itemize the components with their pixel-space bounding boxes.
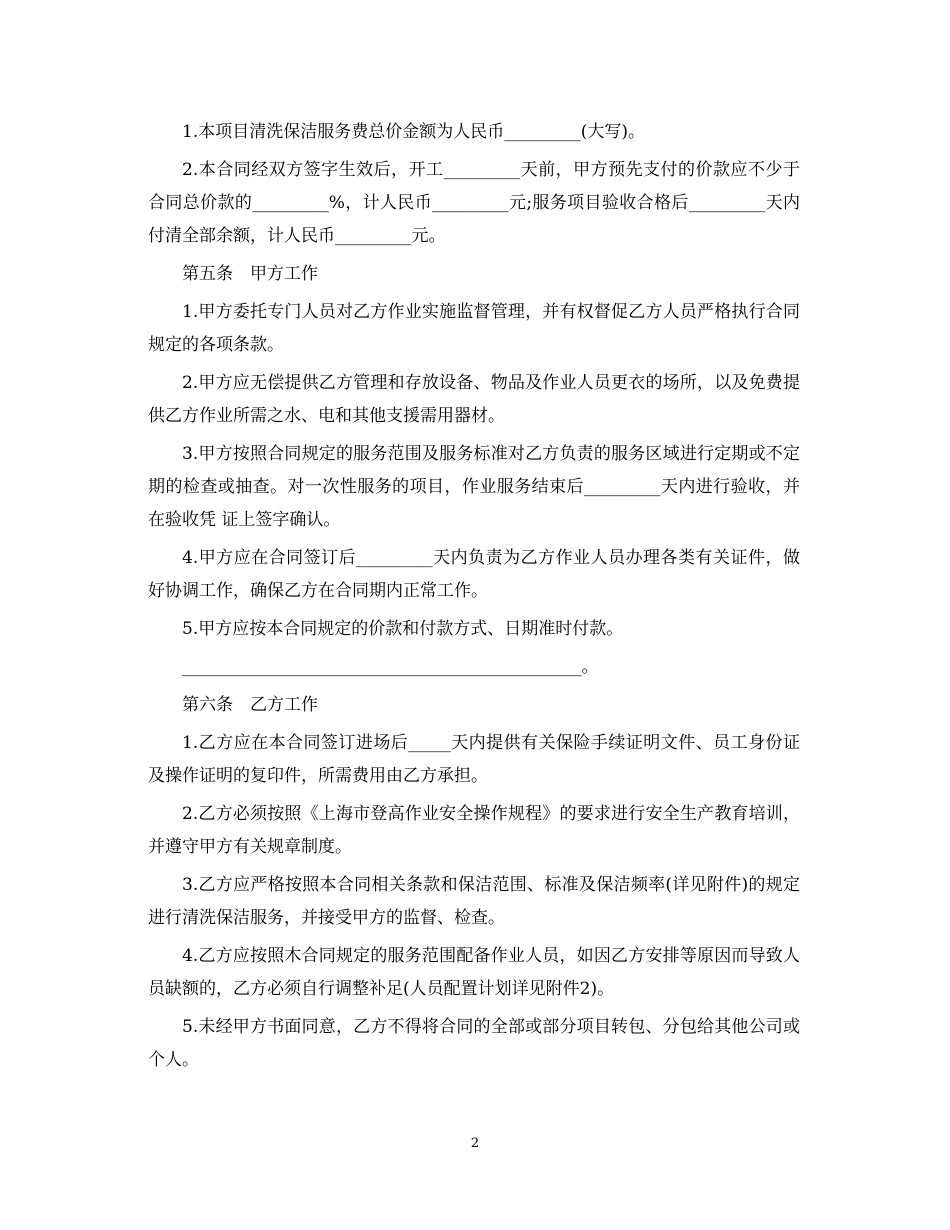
paragraph-party-b-safety-training: 2.乙方必须按照《上海市登高作业安全操作规程》的要求进行安全生产教育培训，并遵守甲方有关规章制度。 — [148, 804, 800, 857]
section-heading-article-6: 第六条 乙方工作 — [182, 695, 318, 715]
paragraph-payment-terms: 2.本合同经双方签字生效后，开工_________天前，甲方预先支付的价款应不少于合同总价款的_________%，计人民币_________元;服务项目验收合格后_________天内付清全部余额，计人民币_________元。 — [148, 160, 800, 246]
paragraph-party-b-insurance: 1.乙方应在本合同签订进场后_____天内提供有关保险手续证明文件、员工身份证及操作证明的复印件，所需费用由乙方承担。 — [148, 733, 800, 786]
document-body — [148, 116, 800, 1082]
paragraph-blank-line: _______________________________________________。 — [182, 657, 599, 677]
paragraph-party-b-cleaning-service: 3.乙方应严格按照本合同相关条款和保洁范围、标准及保洁频率(详见附件)的规定进行清洗保洁服务，并接受甲方的监督、检查。 — [148, 875, 800, 928]
page-number: 2 — [470, 1136, 480, 1151]
paragraph-party-b-staffing: 4.乙方应按照木合同规定的服务范围配备作业人员，如因乙方安排等原因而导致人员缺额的，乙方必须自行调整补足(人员配置计划详见附件2)。 — [148, 946, 800, 999]
paragraph-party-a-payment: 5.甲方应按本合同规定的价款和付款方式、日期准时付款。 — [182, 619, 624, 639]
paragraph-party-b-no-subcontract: 5.未经甲方书面同意，乙方不得将合同的全部或部分项目转包、分包给其他公司或个人。 — [148, 1017, 800, 1070]
paragraph-party-a-supervision: 1.甲方委托专门人员对乙方作业实施监督管理，并有权督促乙方人员严格执行合同规定的各项条款。 — [148, 302, 800, 355]
paragraph-party-a-inspection: 3.甲方按照合同规定的服务范围及服务标准对乙方负责的服务区域进行定期或不定期的检查或抽查。对一次性服务的项目，作业服务结束后_________天内进行验收，并在验收凭 证上签字确认。 — [148, 444, 800, 530]
paragraph-total-price: 1.本项目清洗保洁服务费总价金额为人民币_________(大写)。 — [182, 122, 645, 142]
section-heading-article-5: 第五条 甲方工作 — [182, 264, 318, 284]
paragraph-party-a-facilities: 2.甲方应无偿提供乙方管理和存放设备、物品及作业人员更衣的场所，以及免费提供乙方作业所需之水、电和其他支援需用器材。 — [148, 373, 800, 426]
paragraph-party-a-permits: 4.甲方应在合同签订后_________天内负责为乙方作业人员办理各类有关证件，做好协调工作，确保乙方在合同期内正常工作。 — [148, 548, 800, 601]
